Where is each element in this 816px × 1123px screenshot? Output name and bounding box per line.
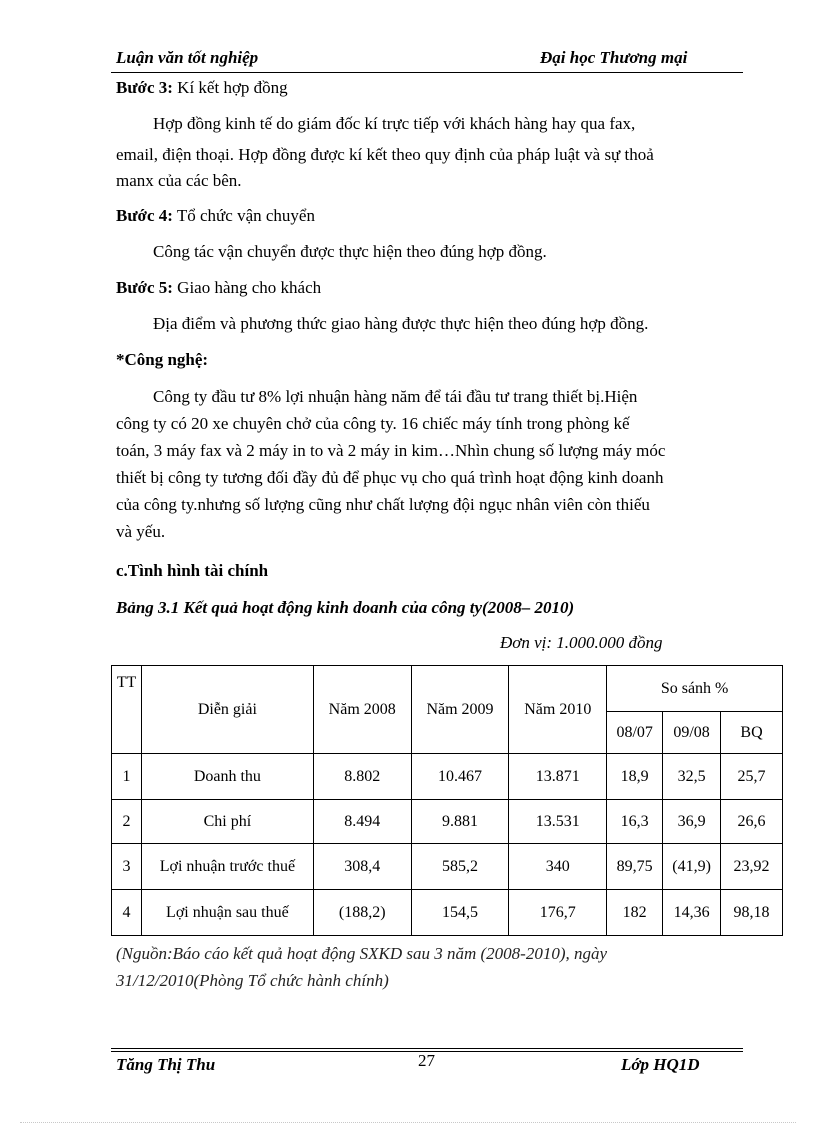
col-header-0908: 09/08 — [663, 712, 721, 754]
header-left: Luận văn tốt nghiệp — [116, 48, 259, 67]
cell: 14,36 — [663, 890, 721, 936]
cell: 176,7 — [509, 890, 607, 936]
cell: 9.881 — [411, 800, 509, 844]
table-row — [112, 800, 783, 844]
col-header-2010: Năm 2010 — [509, 666, 607, 754]
col-header-0807: 08/07 — [607, 712, 663, 754]
cell: 8.494 — [313, 800, 411, 844]
step-4-title: Tổ chức vận chuyển — [176, 206, 315, 225]
paragraph-line: của công ty.nhưng số lượng cũng như chất lượng đội ngục nhân viên còn thiếu — [116, 495, 650, 514]
cell: 13.531 — [509, 800, 607, 844]
cell: 182 — [607, 890, 663, 936]
paragraph-line: email, điện thoại. Hợp đồng được kí kết theo quy định của pháp luật và sự thoả — [116, 145, 654, 164]
footer-right: Lớp HQ1D — [621, 1055, 700, 1074]
step-5-title: Giao hàng cho khách — [177, 278, 322, 297]
cell: 89,75 — [607, 844, 663, 890]
cell: 10.467 — [411, 754, 509, 800]
results-table — [111, 665, 783, 936]
cell: 16,3 — [607, 800, 663, 844]
cell: 154,5 — [411, 890, 509, 936]
cell: 585,2 — [411, 844, 509, 890]
tech-heading: *Công nghệ: — [116, 350, 209, 369]
cell: 8.802 — [313, 754, 411, 800]
header-right: Đại học Thương mại — [540, 48, 688, 67]
step-4-heading — [116, 206, 315, 226]
col-header-tt: TT — [112, 666, 142, 754]
cell: Lợi nhuận trước thuế — [141, 844, 313, 890]
paragraph-line: Công tác vận chuyển được thực hiện theo đúng hợp đồng. — [153, 242, 547, 261]
step-3-label: Bước 3: — [116, 78, 173, 97]
table-header-row — [112, 666, 783, 712]
col-header-desc: Diễn giải — [141, 666, 313, 754]
step-3-title: Kí kết hợp đồng — [177, 78, 288, 97]
paragraph-line: và yếu. — [116, 522, 166, 541]
cell: 340 — [509, 844, 607, 890]
cell: (41,9) — [663, 844, 721, 890]
step-4-label: Bước 4: — [116, 206, 173, 225]
cell: 308,4 — [313, 844, 411, 890]
cell: 25,7 — [721, 754, 783, 800]
col-header-compare: So sánh % — [607, 666, 783, 712]
cell: 4 — [112, 890, 142, 936]
cell: 18,9 — [607, 754, 663, 800]
paragraph-line: Hợp đồng kinh tế do giám đốc kí trực tiếp với khách hàng hay qua fax, — [153, 114, 636, 133]
cell: 1 — [112, 754, 142, 800]
table-row — [112, 844, 783, 890]
footer-rule-top — [111, 1048, 743, 1049]
cell: 13.871 — [509, 754, 607, 800]
paragraph-line: Địa điểm và phương thức giao hàng được thực hiện theo đúng hợp đồng. — [153, 314, 649, 333]
cell: 26,6 — [721, 800, 783, 844]
paragraph-line: manx của các bên. — [116, 171, 242, 190]
step-5-heading — [116, 278, 321, 298]
page-number: 27 — [418, 1051, 435, 1070]
cell: (188,2) — [313, 890, 411, 936]
col-header-bq: BQ — [721, 712, 783, 754]
col-header-2009: Năm 2009 — [411, 666, 509, 754]
step-5-label: Bước 5: — [116, 278, 173, 297]
finance-heading: c.Tình hình tài chính — [116, 561, 269, 580]
header-rule — [111, 72, 743, 73]
cell: 2 — [112, 800, 142, 844]
cell: Doanh thu — [141, 754, 313, 800]
paragraph-line: Công ty đầu tư 8% lợi nhuận hàng năm để tái đầu tư trang thiết bị.Hiện — [153, 387, 638, 406]
paragraph-line: toán, 3 máy fax và 2 máy in to và 2 máy in kim…Nhìn chung số lượng máy móc — [116, 441, 666, 460]
cell: Chi phí — [141, 800, 313, 844]
table-source-line: 31/12/2010(Phòng Tổ chức hành chính) — [116, 971, 389, 990]
cell: 98,18 — [721, 890, 783, 936]
table-row — [112, 890, 783, 936]
paragraph-line: thiết bị công ty tương đối đầy đủ để phục vụ cho quá trình hoạt động kinh doanh — [116, 468, 664, 487]
cell: 3 — [112, 844, 142, 890]
paragraph-line: công ty có 20 xe chuyên chở của công ty. 16 chiếc máy tính trong phòng kế — [116, 414, 630, 433]
table-row — [112, 754, 783, 800]
col-header-2008: Năm 2008 — [313, 666, 411, 754]
cell: 32,5 — [663, 754, 721, 800]
cell: Lợi nhuận sau thuế — [141, 890, 313, 936]
footer-left: Tăng Thị Thu — [116, 1055, 216, 1074]
table-source-line: (Nguồn:Báo cáo kết quả hoạt động SXKD sau 3 năm (2008-2010), ngày — [116, 944, 608, 963]
table-unit: Đơn vị: 1.000.000 đồng — [500, 633, 663, 652]
table-title: Bảng 3.1 Kết quả hoạt động kinh doanh của công ty(2008– 2010) — [116, 598, 575, 617]
cell: 36,9 — [663, 800, 721, 844]
step-3-heading — [116, 78, 288, 98]
cell: 23,92 — [721, 844, 783, 890]
